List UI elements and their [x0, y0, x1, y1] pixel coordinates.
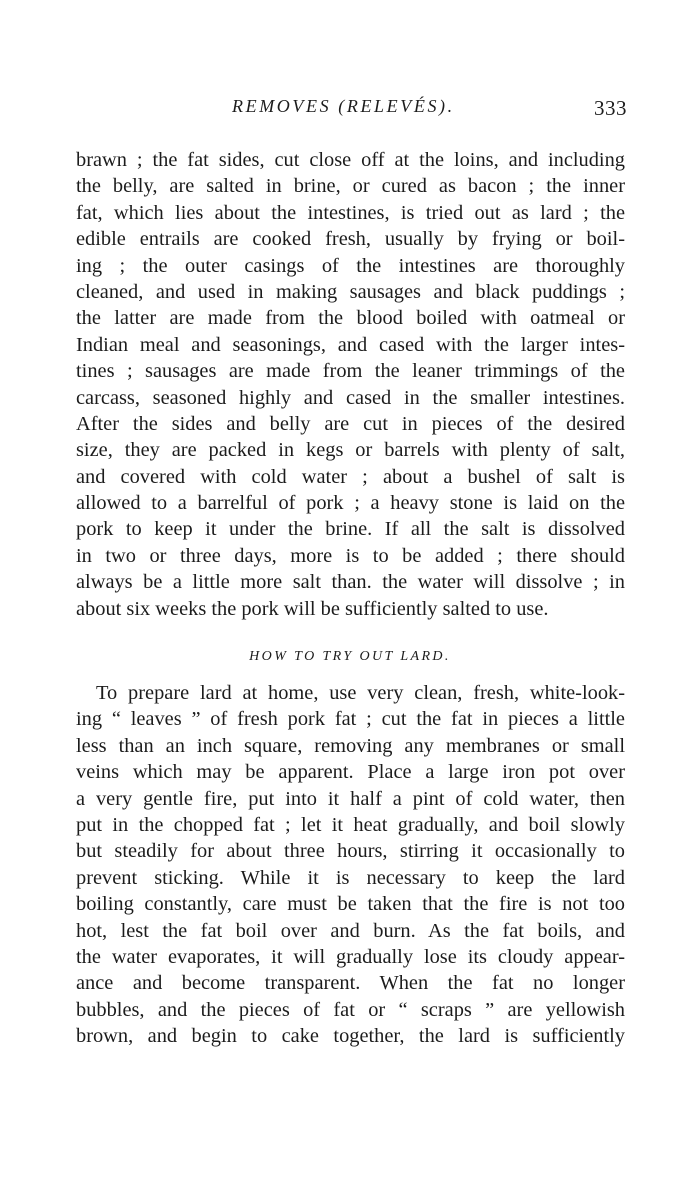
text-line: fat, which lies about the intestines, is tried out as lard ; the [76, 201, 625, 224]
paragraph-continued [76, 147, 625, 622]
text-line: prevent sticking. While it is necessary to keep the lard [76, 866, 625, 889]
section-heading: HOW TO TRY OUT LARD. [249, 649, 451, 664]
text-line: the water evaporates, it will gradually lose its cloudy appear- [76, 945, 625, 968]
text-line: veins which may be apparent. Place a large iron pot over [76, 761, 625, 784]
text-line: the belly, are salted in brine, or cured as bacon ; the inner [76, 175, 625, 198]
text-line: brown, and begin to cake together, the lard is sufficiently [76, 1025, 625, 1048]
text-line: bubbles, and the pieces of fat or “ scraps ” are yellowish [76, 998, 625, 1021]
text-line: cleaned, and used in making sausages and black puddings ; [76, 280, 625, 303]
text-line: always be a little more salt than. the water will dissolve ; in [76, 571, 625, 594]
text-line: and covered with cold water ; about a bushel of salt is [76, 465, 625, 488]
text-line: the latter are made from the blood boiled with oatmeal or [76, 307, 625, 330]
text-line: about six weeks the pork will be sufficiently salted to use. [76, 597, 549, 620]
text-line: After the sides and belly are cut in pieces of the desired [76, 412, 625, 435]
text-line: tines ; sausages are made from the leaner trimmings of the [76, 360, 625, 383]
text-line: To prepare lard at home, use very clean, fresh, white-look- [96, 682, 625, 704]
text-line: size, they are packed in kegs or barrels with plenty of salt, [76, 439, 625, 462]
text-line: edible entrails are cooked fresh, usually by frying or boil- [76, 228, 625, 251]
text-line: brawn ; the fat sides, cut close off at the loins, and including [76, 149, 625, 171]
text-line: hot, lest the fat boil over and burn. As the fat boils, and [76, 919, 625, 942]
text-line: ing ; the outer casings of the intestines are thoroughly [76, 254, 625, 277]
text-line: ing “ leaves ” of fresh pork fat ; cut the fat in pieces a little [76, 708, 625, 731]
text-line: Indian meal and seasonings, and cased with the larger intes- [76, 333, 625, 356]
text-line: boiling constantly, care must be taken that the fire is not too [76, 893, 625, 916]
text-line: put in the chopped fat ; let it heat gradually, and boil slowly [76, 813, 625, 836]
running-title: REMOVES (RELEVÉS). [232, 96, 455, 116]
text-line: allowed to a barrelful of pork ; a heavy stone is laid on the [76, 492, 625, 515]
text-line: a very gentle fire, put into it half a pint of cold water, then [76, 787, 625, 810]
text-line: in two or three days, more is to be added ; there should [76, 544, 625, 567]
paragraph-lard [76, 680, 625, 1049]
text-line: ance and become transparent. When the fat no longer [76, 972, 625, 995]
text-line: pork to keep it under the brine. If all the salt is dissolved [76, 518, 625, 541]
text-line: less than an inch square, removing any membranes or small [76, 734, 625, 757]
text-line: carcass, seasoned highly and cased in the smaller intestines. [76, 386, 625, 409]
running-head [0, 96, 700, 126]
page-number: 333 [594, 96, 627, 120]
text-line: but steadily for about three hours, stirring it occasionally to [76, 840, 625, 863]
